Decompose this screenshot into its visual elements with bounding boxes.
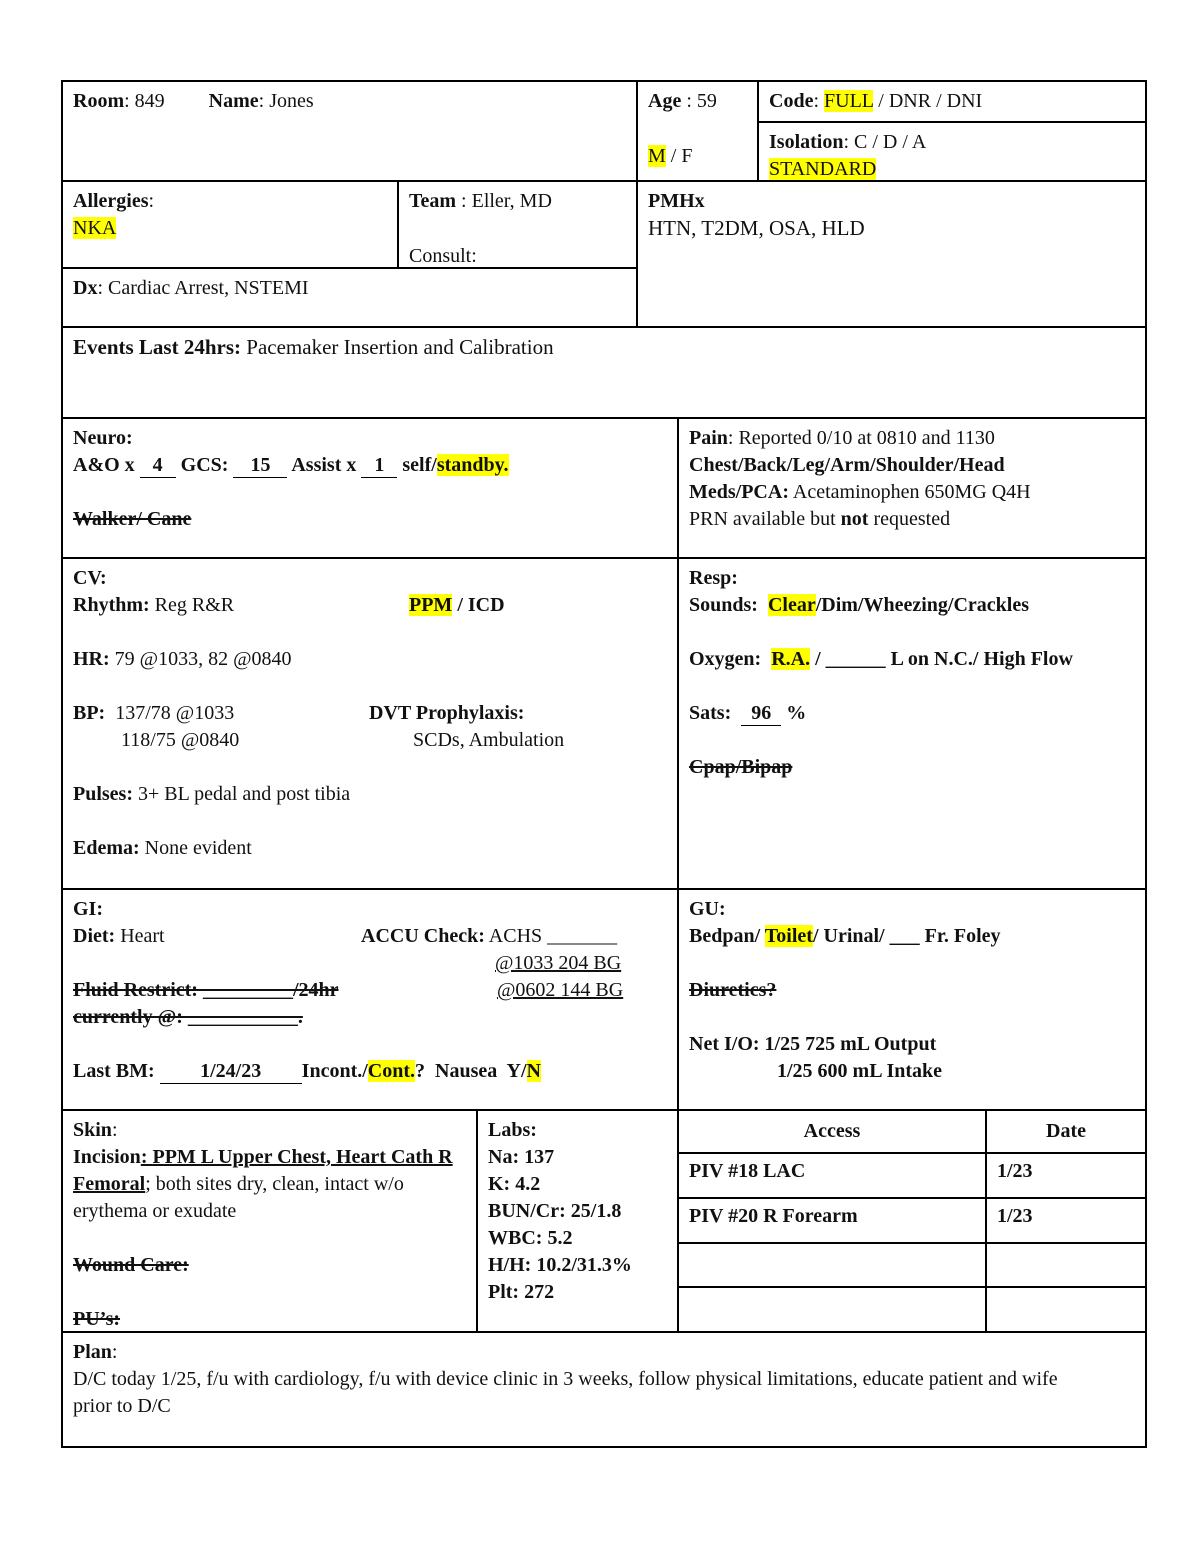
resp-cell xyxy=(677,557,1147,890)
cpap-bipap: Cpap/Bipap xyxy=(689,756,793,778)
access-row-2: PIV #20 R Forearm xyxy=(679,1198,986,1243)
pain-cell xyxy=(677,417,1147,559)
age-sex-cell xyxy=(636,80,759,182)
ao-value: 4 xyxy=(140,453,176,478)
events-label: Events Last 24hrs: xyxy=(73,335,242,359)
age-value: : 59 xyxy=(681,90,717,112)
access-row-4 xyxy=(679,1287,986,1331)
bm-value: 1/24/23 xyxy=(160,1059,302,1084)
neuro-cell xyxy=(61,417,679,559)
date-row-4 xyxy=(986,1287,1145,1331)
toilet-option: Toilet xyxy=(764,925,813,947)
report-sheet xyxy=(61,80,1147,1448)
lab-h-h: H/H: 10.2/31.3% xyxy=(488,1254,632,1276)
wound-care: Wound Care: xyxy=(73,1254,189,1276)
events-cell xyxy=(61,326,1147,419)
sats-label: Sats: xyxy=(689,702,742,724)
room-name-cell xyxy=(61,80,638,182)
assist-label: Assist x xyxy=(287,454,362,476)
incision-label: Incision xyxy=(73,1146,141,1168)
bg-reading-2: @0602 144 BG xyxy=(497,979,624,1001)
allergies-label: Allergies xyxy=(73,190,149,212)
pain-reported: : Reported 0/10 at 0810 and 1130 xyxy=(727,427,995,449)
diuretics: Diuretics? xyxy=(689,979,777,1001)
pulses-value: 3+ BL pedal and post tibia xyxy=(133,783,351,805)
bm-label: Last BM: xyxy=(73,1060,160,1082)
lab-platelets: Plt: 272 xyxy=(488,1281,555,1303)
room-label: Room xyxy=(73,90,125,112)
plan-value: D/C today 1/25, f/u with cardiology, f/u with device clinic in 3 weeks, follow physical limitations, educate patient and wife prior to D/C xyxy=(73,1368,1058,1417)
date-header: Date xyxy=(986,1111,1145,1153)
skin-sep: : xyxy=(111,1119,118,1141)
access-row-3 xyxy=(679,1243,986,1287)
bp-reading-2: 118/75 @0840 xyxy=(121,729,240,751)
gi-label: GI: xyxy=(73,898,103,920)
events-value: Pacemaker Insertion and Calibration xyxy=(241,335,554,359)
self-option: self/ xyxy=(397,454,437,476)
room-value: : 849 xyxy=(124,90,165,112)
sounds-clear: Clear xyxy=(767,594,816,616)
pressure-ulcers: PU’s: xyxy=(73,1308,121,1330)
plan-cell xyxy=(61,1331,1147,1448)
ppm-option: PPM xyxy=(409,594,453,616)
rhythm-label: Rhythm: xyxy=(73,594,150,616)
bp-reading-1: 137/78 @1033 xyxy=(105,702,235,724)
isolation-label: Isolation xyxy=(769,131,844,153)
incision-value: : PPM L Upper Chest, Heart Cath R Femoral xyxy=(73,1146,453,1195)
gu-options: / Urinal/ ___ Fr. Foley xyxy=(812,925,1001,947)
gu-label: GU: xyxy=(689,898,726,920)
date-row-3 xyxy=(986,1243,1145,1287)
isolation-options: : C / D / A xyxy=(843,131,927,153)
oxygen-ra: R.A. xyxy=(771,648,811,670)
meds-label: Meds/PCA: xyxy=(689,481,789,503)
dvt-label: DVT Prophylaxis: xyxy=(369,702,525,724)
sex-male: M xyxy=(648,145,666,167)
sex-female: / F xyxy=(665,145,693,167)
hr-value: 79 @1033, 82 @0840 xyxy=(109,648,292,670)
age-label: Age xyxy=(648,90,682,112)
oxygen-options: / ______ L on N.C./ High Flow xyxy=(810,648,1073,670)
name-label: Name xyxy=(208,90,259,112)
lab-bun-cr: BUN/Cr: 25/1.8 xyxy=(488,1200,622,1222)
name-value: : Jones xyxy=(258,90,314,112)
sounds-label: Sounds: xyxy=(689,594,768,616)
access-row-1: PIV #18 LAC xyxy=(679,1153,986,1198)
pain-label: Pain xyxy=(689,427,728,449)
isolation-cell xyxy=(757,121,1147,182)
plan-label: Plan xyxy=(73,1341,112,1363)
code-cell xyxy=(757,80,1147,123)
dx-label: Dx xyxy=(73,277,98,299)
labs-cell xyxy=(476,1109,679,1333)
net-io-intake: 1/25 600 mL Intake xyxy=(777,1060,943,1082)
bp-label: BP: xyxy=(73,702,106,724)
oxygen-label: Oxygen: xyxy=(689,648,772,670)
accu-label: ACCU Check: xyxy=(361,925,485,947)
team-value: : Eller, MD xyxy=(456,190,552,212)
nausea-label: ? Nausea Y/ xyxy=(415,1060,527,1082)
pain-locations: Chest/Back/Leg/Arm/Shoulder/Head xyxy=(689,454,1005,476)
sats-unit: % xyxy=(781,702,807,724)
cv-label: CV: xyxy=(73,567,107,589)
prn-text: PRN available but xyxy=(689,508,841,530)
walker-cane: Walker/ Cane xyxy=(73,508,192,530)
team-cell xyxy=(397,180,638,269)
allergies-cell xyxy=(61,180,399,269)
dvt-value: SCDs, Ambulation xyxy=(413,729,565,751)
cont-option: Cont. xyxy=(367,1060,416,1082)
code-sep: : xyxy=(813,90,825,112)
consult-label: Consult: xyxy=(409,245,477,267)
lab-sodium: Na: 137 xyxy=(488,1146,555,1168)
diet-value: Heart xyxy=(115,925,165,947)
pmhx-label: PMHx xyxy=(648,190,705,212)
date-row-1: 1/23 xyxy=(986,1153,1145,1198)
pmhx-value: HTN, T2DM, OSA, HLD xyxy=(648,216,865,240)
ao-label: A&O x xyxy=(73,454,140,476)
gcs-label: GCS: xyxy=(175,454,234,476)
rhythm-value: Reg R&R xyxy=(149,594,235,616)
bedpan-option: Bedpan/ xyxy=(689,925,765,947)
hr-label: HR: xyxy=(73,648,110,670)
skin-label: Skin xyxy=(73,1119,112,1141)
allergies-value: NKA xyxy=(73,217,117,239)
sounds-options: /Dim/Wheezing/Crackles xyxy=(815,594,1030,616)
allergies-sep: : xyxy=(148,190,155,212)
gu-cell xyxy=(677,888,1147,1111)
access-table xyxy=(679,1111,1145,1331)
code-full: FULL xyxy=(824,90,874,112)
access-cell xyxy=(677,1109,1147,1333)
bg-reading-1: @1033 204 BG xyxy=(495,952,622,974)
diet-label: Diet: xyxy=(73,925,116,947)
pmhx-cell xyxy=(636,180,1147,328)
lab-wbc: WBC: 5.2 xyxy=(488,1227,573,1249)
gi-cell xyxy=(61,888,679,1111)
net-io-output: Net I/O: 1/25 725 mL Output xyxy=(689,1033,937,1055)
incision-status: ; both sites dry, clean, intact w/o erythema or exudate xyxy=(73,1173,404,1222)
fluid-restrict: Fluid Restrict: _________/24hr xyxy=(73,979,339,1001)
icd-option: / ICD xyxy=(452,594,505,616)
nausea-no: N xyxy=(526,1060,541,1082)
sats-value: 96 xyxy=(741,701,781,726)
resp-label: Resp: xyxy=(689,567,738,589)
labs-label: Labs: xyxy=(488,1119,537,1141)
pulses-label: Pulses: xyxy=(73,783,133,805)
isolation-standard: STANDARD xyxy=(769,158,877,180)
assist-value: 1 xyxy=(361,453,397,478)
team-label: Team xyxy=(409,190,457,212)
incont-option: Incont./ xyxy=(301,1060,368,1082)
prn-requested: requested xyxy=(868,508,951,530)
fluid-currently: currently @: ___________. xyxy=(73,1006,303,1028)
prn-not: not xyxy=(840,508,869,530)
cv-cell xyxy=(61,557,679,890)
code-label: Code xyxy=(769,90,814,112)
skin-cell xyxy=(61,1109,478,1333)
date-row-2: 1/23 xyxy=(986,1198,1145,1243)
standby-option: standby. xyxy=(436,454,509,476)
access-header: Access xyxy=(679,1111,986,1153)
edema-value: None evident xyxy=(139,837,252,859)
code-options: / DNR / DNI xyxy=(873,90,983,112)
dx-cell xyxy=(61,267,638,328)
plan-sep: : xyxy=(111,1341,118,1363)
edema-label: Edema: xyxy=(73,837,140,859)
gcs-value: 15 xyxy=(233,453,287,478)
neuro-label: Neuro: xyxy=(73,427,133,449)
accu-value: ACHS _______ xyxy=(484,925,618,947)
dx-value: : Cardiac Arrest, NSTEMI xyxy=(97,277,309,299)
lab-potassium: K: 4.2 xyxy=(488,1173,541,1195)
meds-value: Acetaminophen 650MG Q4H xyxy=(788,481,1031,503)
